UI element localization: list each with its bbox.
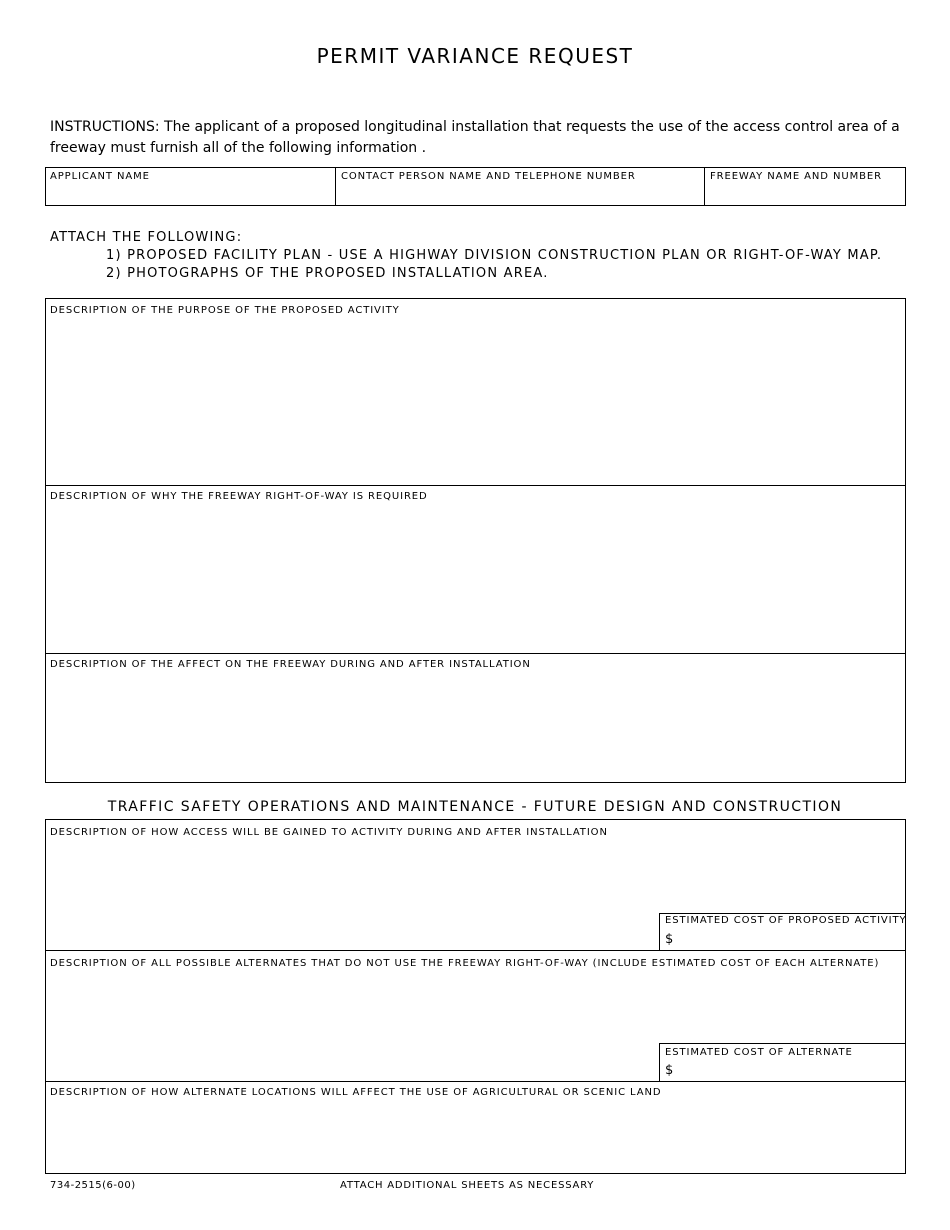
alternate-locations-field[interactable] (45, 1081, 906, 1174)
applicant-name-label: APPLICANT NAME (50, 171, 150, 182)
attach-heading: ATTACH THE FOLLOWING: (50, 230, 243, 245)
estimated-cost-alternate-label: ESTIMATED COST OF ALTERNATE (665, 1047, 853, 1058)
contact-person-field[interactable] (335, 167, 705, 206)
attach-item-1: 1) PROPOSED FACILITY PLAN - USE A HIGHWAY DIVISION CONSTRUCTION PLAN OR RIGHT-OF-WAY MAP. (106, 248, 883, 263)
purpose-description-label: DESCRIPTION OF THE PURPOSE OF THE PROPOSED ACTIVITY (50, 305, 400, 316)
estimated-cost-activity-label: ESTIMATED COST OF PROPOSED ACTIVITY (665, 915, 907, 926)
affect-description-field[interactable] (45, 653, 906, 783)
estimated-cost-alternate-field[interactable] (659, 1043, 906, 1082)
instructions-text: INSTRUCTIONS: The applicant of a proposed longitudinal installation that requests the use of the access control area of a freeway must furnish all of the following information . (50, 119, 900, 156)
freeway-name-field[interactable] (704, 167, 906, 206)
attach-item-2: 2) PHOTOGRAPHS OF THE PROPOSED INSTALLATION AREA. (106, 266, 549, 281)
estimated-cost-activity-field[interactable] (659, 913, 906, 951)
footer-note: ATTACH ADDITIONAL SHEETS AS NECESSARY (340, 1180, 595, 1191)
purpose-description-field[interactable] (45, 298, 906, 486)
dollar-sign-activity: $ (665, 932, 674, 947)
form-number: 734-2515(6-00) (50, 1180, 136, 1191)
dollar-sign-alternate: $ (665, 1063, 674, 1078)
form-title: PERMIT VARIANCE REQUEST (316, 44, 634, 68)
contact-person-label: CONTACT PERSON NAME AND TELEPHONE NUMBER (341, 171, 636, 182)
applicant-name-field[interactable] (45, 167, 336, 206)
section-title: TRAFFIC SAFETY OPERATIONS AND MAINTENANCE - FUTURE DESIGN AND CONSTRUCTION (107, 799, 843, 815)
alternate-locations-label: DESCRIPTION OF HOW ALTERNATE LOCATIONS WILL AFFECT THE USE OF AGRICULTURAL OR SCENIC LAND (50, 1087, 662, 1098)
why-required-label: DESCRIPTION OF WHY THE FREEWAY RIGHT-OF-WAY IS REQUIRED (50, 491, 428, 502)
why-required-field[interactable] (45, 485, 906, 654)
affect-description-label: DESCRIPTION OF THE AFFECT ON THE FREEWAY DURING AND AFTER INSTALLATION (50, 659, 531, 670)
access-description-label: DESCRIPTION OF HOW ACCESS WILL BE GAINED TO ACTIVITY DURING AND AFTER INSTALLATION (50, 827, 608, 838)
alternates-description-label: DESCRIPTION OF ALL POSSIBLE ALTERNATES THAT DO NOT USE THE FREEWAY RIGHT-OF-WAY (INCLUDE ESTIMATED COST OF EACH ALTERNATE) (50, 958, 880, 969)
freeway-name-label: FREEWAY NAME AND NUMBER (710, 171, 882, 182)
